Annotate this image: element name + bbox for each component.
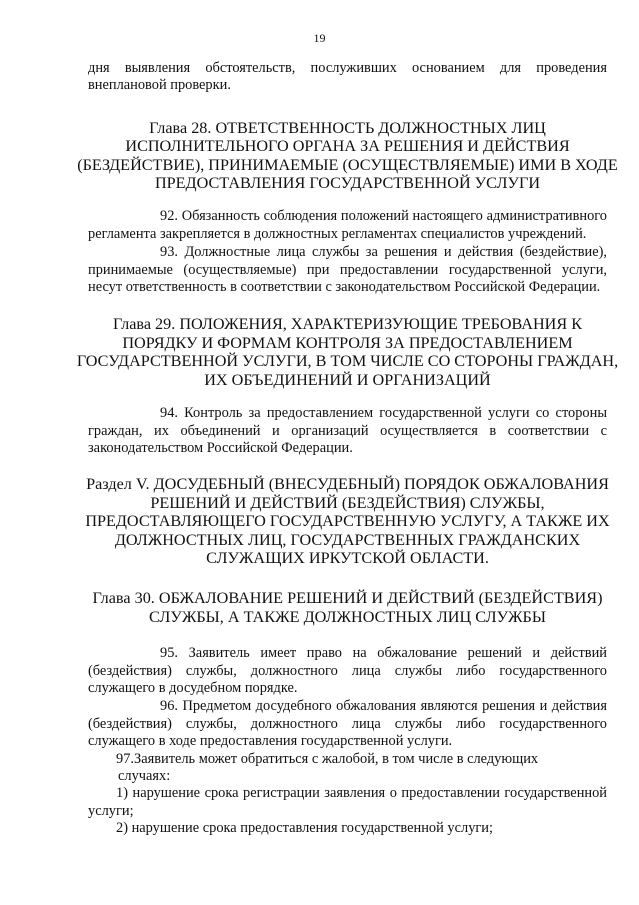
- chapter-29-heading: Глава 29. ПОЛОЖЕНИЯ, ХАРАКТЕРИЗУЮЩИЕ ТРЕБОВАНИЯ К ПОРЯДКУ И ФОРМАМ КОНТРОЛЯ ЗА ПРЕДОСТАВЛЕНИЕМ ГОСУДАРСТВЕННОЙ УСЛУГИ, В ТОМ ЧИСЛЕ СО СТОРОНЫ ГРАЖДАН, ИХ ОБЪЕДИНЕНИЙ И ОРГАНИЗАЦИЙ: [76, 315, 619, 389]
- paragraph-94: 94. Контроль за предоставлением государственной услуги со стороны граждан, их объединений и организаций осуществляется в соответствии с законодательством Российской Федерации.: [88, 405, 607, 456]
- list-item-2: 2) нарушение срока предоставления государственной услуги;: [116, 820, 493, 837]
- paragraph-97-line2: случаях:: [118, 768, 171, 784]
- paragraph-95: 95. Заявитель имеет право на обжалование решений и действий (бездействия) службы, должностного лица службы либо государственного служащего в досудебном порядке.: [88, 645, 607, 696]
- continuation-paragraph: дня выявления обстоятельств, послуживших основанием для проведения внеплановой проверки.: [88, 60, 607, 94]
- chapter-28-heading: Глава 28. ОТВЕТСТВЕННОСТЬ ДОЛЖНОСТНЫХ ЛИЦ ИСПОЛНИТЕЛЬНОГО ОРГАНА ЗА РЕШЕНИЯ И ДЕЙСТВИЯ (БЕЗДЕЙСТВИЕ), ПРИНИМАЕМЫЕ (ОСУЩЕСТВЛЯЕМЫЕ) ИМИ В ХОДЕ ПРЕДОСТАВЛЕНИЯ ГОСУДАРСТВЕННОЙ УСЛУГИ: [77, 118, 618, 193]
- paragraph-96: 96. Предметом досудебного обжалования являются решения и действия (бездействия) службы, должностного лица службы либо государственного служащего в ходе предоставления государственной услуги.: [88, 698, 607, 750]
- paragraph-97-line1: 97.Заявитель может обратиться с жалобой, в том числе в следующих: [116, 750, 539, 767]
- chapter-30-heading: Глава 30. ОБЖАЛОВАНИЕ РЕШЕНИЙ И ДЕЙСТВИЙ (БЕЗДЕЙСТВИЯ) СЛУЖБЫ, А ТАКЖЕ ДОЛЖНОСТНЫХ ЛИЦ СЛУЖБЫ: [92, 589, 603, 626]
- section-5-heading: Раздел V. ДОСУДЕБНЫЙ (ВНЕСУДЕБНЫЙ) ПОРЯДОК ОБЖАЛОВАНИЯ РЕШЕНИЙ И ДЕЙСТВИЙ (БЕЗДЕЙСТВИЯ) СЛУЖБЫ, ПРЕДОСТАВЛЯЮЩЕГО ГОСУДАРСТВЕННУЮ УСЛУГУ, А ТАКЖЕ ИХ ДОЛЖНОСТНЫХ ЛИЦ, ГОСУДАРСТВЕННЫХ ГРАЖДАНСКИХ СЛУЖАЩИХ ИРКУТСКОЙ ОБЛАСТИ.: [85, 475, 610, 567]
- paragraph-92: 92. Обязанность соблюдения положений настоящего административного регламента закрепляется в должностных регламентах специалистов учреждений.: [88, 208, 607, 242]
- page-number: 19: [313, 31, 326, 45]
- paragraph-93: 93. Должностные лица службы за решения и действия (бездействие), принимаемые (осуществляемые) при предоставлении государственной услуги, несут ответственность в соответствии с законодательством Российской Федерации.: [88, 244, 607, 296]
- list-item-1: 1) нарушение срока регистрации заявления о предоставлении государственной услуги;: [88, 785, 607, 819]
- document-body: [76, 60, 619, 838]
